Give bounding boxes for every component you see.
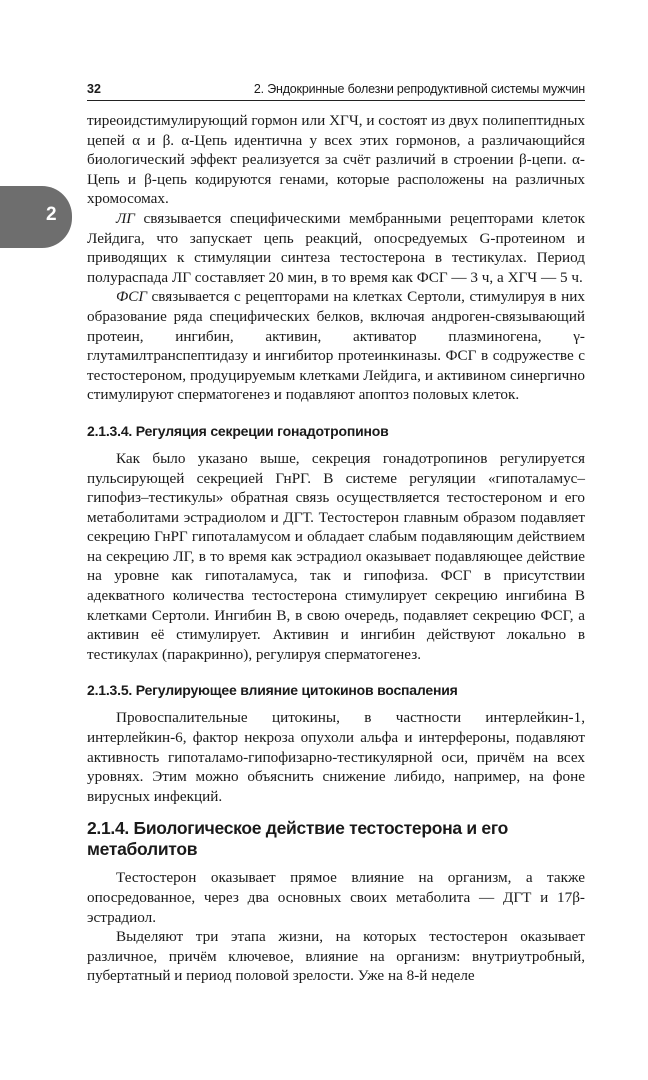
section-214-paragraph-1: Тестостерон оказывает прямое влияние на организм, а также опосредованное, через два основных своих метаболита — ДГТ и 17β-эстрадиол. bbox=[87, 869, 585, 926]
section-214-paragraph-2: Выделяют три этапа жизни, на которых тестостерон оказывает различное, причём ключевое, влияние на организм: внутриутробный, пубертатный и период половой зрелости. Уже на 8-й неделе bbox=[87, 928, 585, 985]
section-heading-2135: 2.1.3.5. Регулирующее влияние цитокинов воспаления bbox=[87, 682, 458, 699]
section-2134-paragraph: Как было указано выше, секреция гонадотропинов регулируется пульсирующей секрецией ГнРГ. В системе регуляции «гипоталамус–гипофиз–тестикулы» обратная связь осуществляется тестостероном и его метаболитами эстрадиолом и ДГТ. Тестостерон главным образом подавляет секрецию ГнРГ гипоталамусом и обладает слабым подавляющим действием на секрецию ЛГ, в то время как эстрадиол оказывает подавляющее действие на уровне как гипоталамуса, так и гипофиза. ФСГ в присутствии адекватного количества тестостерона стимулирует секрецию ингибина В клетками Сертоли. Ингибин В, в свою очередь, подавляет секрецию ФСГ, а активин её стимулирует. Активин и ингибин действуют локально в тестикулах (паракринно), регулируя сперматогенез. bbox=[87, 449, 585, 663]
fsh-text: связывается с рецепторами на клетках Сертоли, стимулируя в них образование ряда специфических белков, включая андроген-связывающий протеин, ингибин, активин, активатор плазминогена, γ-глутамилтранспептидазу и ингибитор протеинкиназы. ФСГ в содружестве с тестостероном, продуцируемым клетками Лейдига, и активином синергично стимулируют сперматогенез и подавляют апоптоз половых клеток. bbox=[87, 288, 585, 404]
body-paragraph: тиреоидстимулирующий гормон или ХГЧ, и состоят из двух полипептидных цепей α и β. α-Цепь идентична у всех этих гормонов, а различающийся биологический эффект реализуется за счёт различий в строении β-цепи. α-Цепь и β-цепь кодируются генами, которые расположены на различных хромосомах. bbox=[87, 112, 585, 208]
lh-term: ЛГ bbox=[116, 209, 135, 227]
page-body bbox=[87, 111, 585, 986]
lh-paragraph bbox=[87, 209, 585, 287]
page-number: 32 bbox=[87, 82, 101, 96]
lh-text: связывается специфическими мембранными рецепторами клеток Лейдига, что запускает цепь реакций, опосредуемых G-протеином и приводящих к стимуляции синтеза тестостерона в тестикулах. Период полураспада ЛГ составляет 20 мин, в то время как ФСГ — 3 ч, а ХГЧ — 5 ч. bbox=[87, 209, 585, 286]
chapter-tab bbox=[0, 186, 72, 248]
chapter-tab-number: 2 bbox=[46, 204, 57, 225]
running-header bbox=[87, 76, 585, 101]
running-title: 2. Эндокринные болезни репродуктивной системы мужчин bbox=[253, 82, 585, 96]
fsh-paragraph bbox=[87, 287, 585, 405]
section-heading-214: 2.1.4. Биологическое действие тестостерона и его метаболитов bbox=[87, 818, 508, 860]
fsh-term: ФСГ bbox=[116, 288, 147, 306]
section-heading-2134: 2.1.3.4. Регуляция секреции гонадотропинов bbox=[87, 422, 389, 439]
section-2135-paragraph: Провоспалительные цитокины, в частности интерлейкин-1, интерлейкин-6, фактор некроза опухоли альфа и интерфероны, подавляют активность гипоталамо-гипофизарно-тестикулярной оси, причём на всех уровнях. Этим можно объяснить снижение либидо, например, на фоне вирусных инфекций. bbox=[87, 709, 585, 805]
